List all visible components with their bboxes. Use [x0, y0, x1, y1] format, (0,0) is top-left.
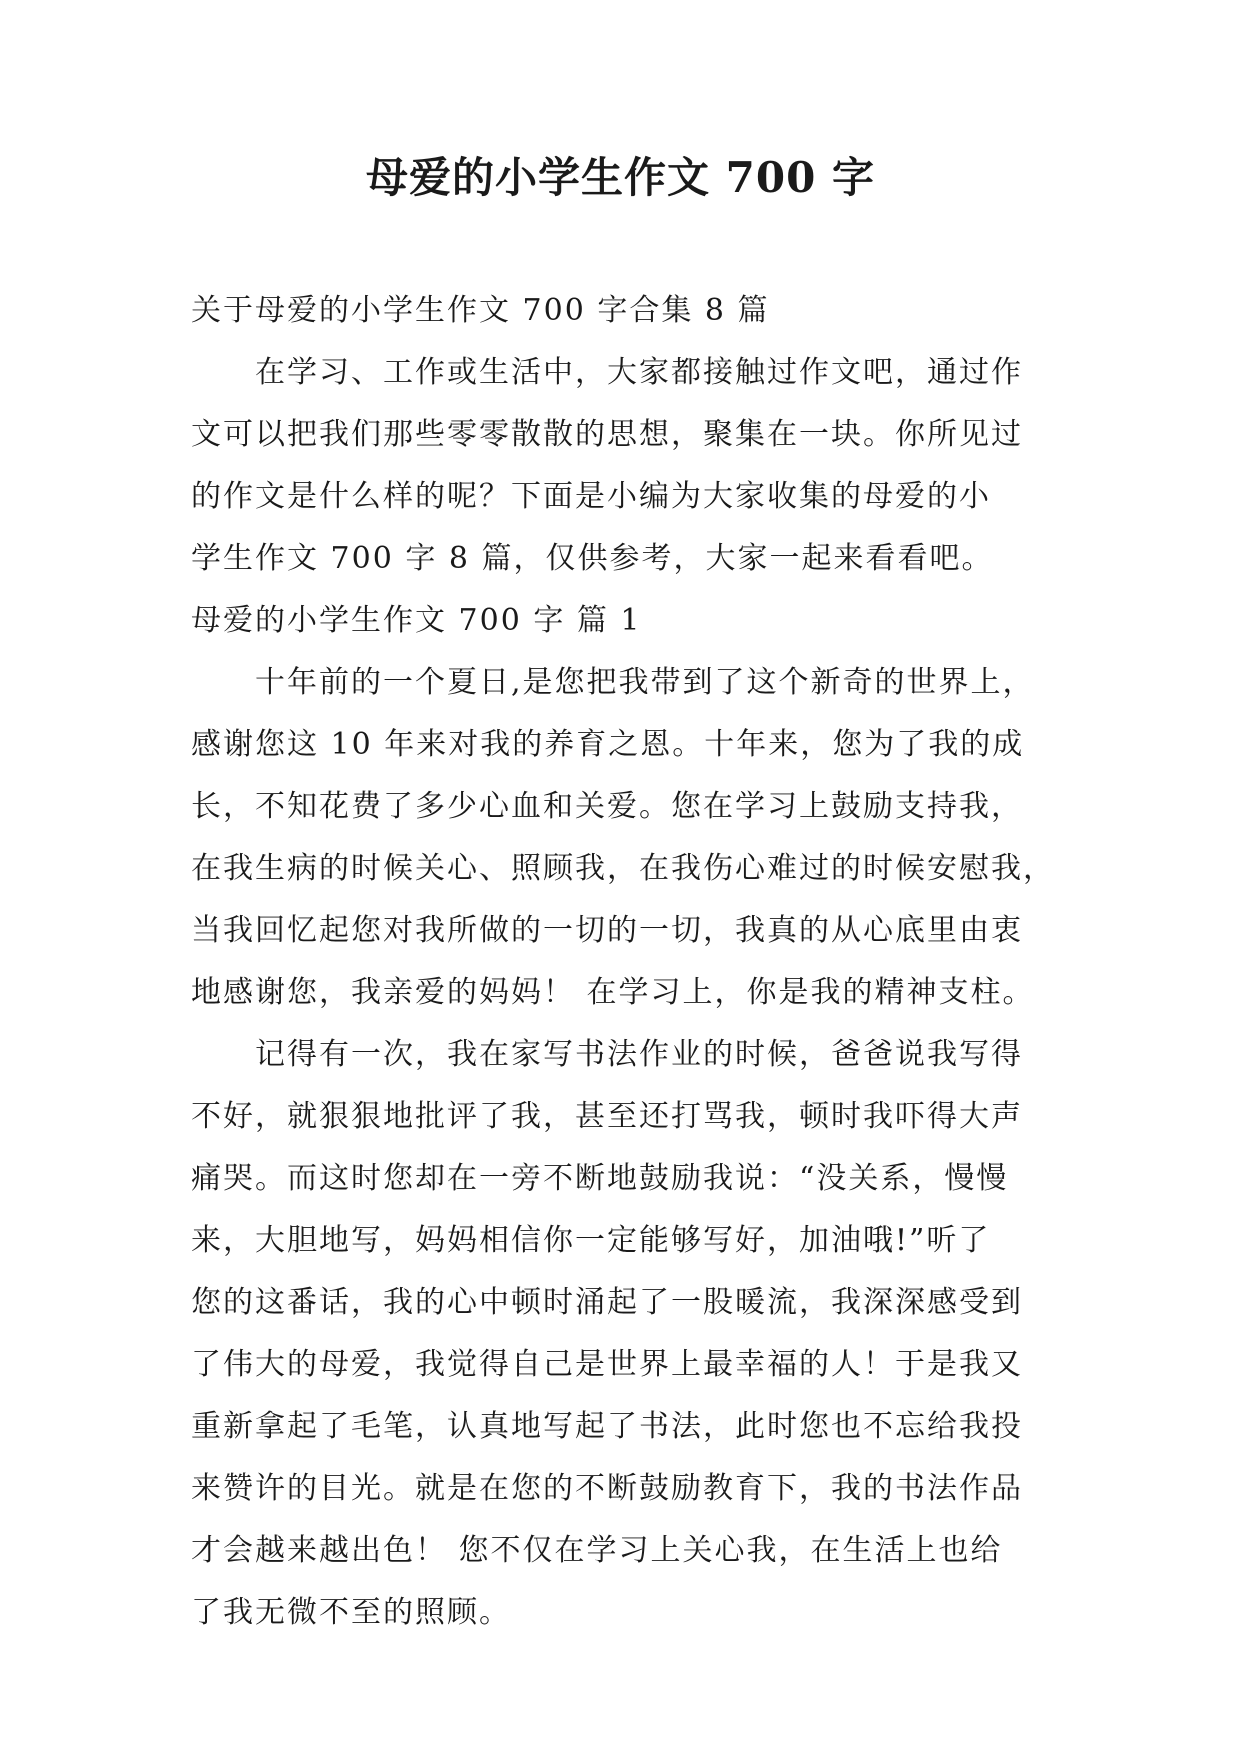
document-body	[191, 280, 1061, 1644]
text-line: 的作文是什么样的呢？下面是小编为大家收集的母爱的小	[191, 479, 991, 514]
text-line: 在学习、工作或生活中，大家都接触过作文吧，通过作	[255, 355, 1023, 390]
text-line: 学生作文 700 字 8 篇，仅供参考，大家一起来看看吧。	[191, 541, 994, 576]
text-line: 文可以把我们那些零零散散的思想，聚集在一块。你所见过	[191, 417, 1023, 452]
document-title: 母爱的小学生作文 700 字	[366, 153, 875, 202]
text-line: 重新拿起了毛笔，认真地写起了书法，此时您也不忘给我投	[191, 1409, 1023, 1444]
text-line: 长，不知花费了多少心血和关爱。您在学习上鼓励支持我，	[191, 789, 1023, 824]
text-line: 记得有一次，我在家写书法作业的时候，爸爸说我写得	[255, 1037, 1023, 1072]
text-line: 来，大胆地写，妈妈相信你一定能够写好，加油哦!”听了	[191, 1223, 991, 1258]
text-line: 不好，就狠狠地批评了我，甚至还打骂我，顿时我吓得大声	[191, 1099, 1023, 1134]
text-line: 母爱的小学生作文 700 字 篇 1	[191, 603, 642, 638]
text-line: 在我生病的时候关心、照顾我，在我伤心难过的时候安慰我，	[191, 851, 1055, 886]
text-line: 十年前的一个夏日,是您把我带到了这个新奇的世界上，	[255, 665, 1035, 700]
text-line: 感谢您这 10 年来对我的养育之恩。十年来，您为了我的成	[191, 727, 1025, 762]
text-line: 来赞许的目光。就是在您的不断鼓励教育下，我的书法作品	[191, 1471, 1023, 1506]
text-line: 了伟大的母爱，我觉得自己是世界上最幸福的人！于是我又	[191, 1347, 1023, 1382]
text-line: 了我无微不至的照顾。	[191, 1595, 511, 1630]
text-line: 痛哭。而这时您却在一旁不断地鼓励我说：“没关系，慢慢	[191, 1161, 1009, 1196]
text-line: 才会越来越出色！ 您不仅在学习上关心我，在生活上也给	[191, 1533, 1003, 1568]
text-line: 您的这番话，我的心中顿时涌起了一股暖流，我深深感受到	[191, 1285, 1023, 1320]
text-line: 地感谢您，我亲爱的妈妈！ 在学习上，你是我的精神支柱。	[191, 975, 1035, 1010]
text-line: 当我回忆起您对我所做的一切的一切，我真的从心底里由衷	[191, 913, 1023, 948]
text-line: 关于母爱的小学生作文 700 字合集 8 篇	[191, 293, 770, 328]
